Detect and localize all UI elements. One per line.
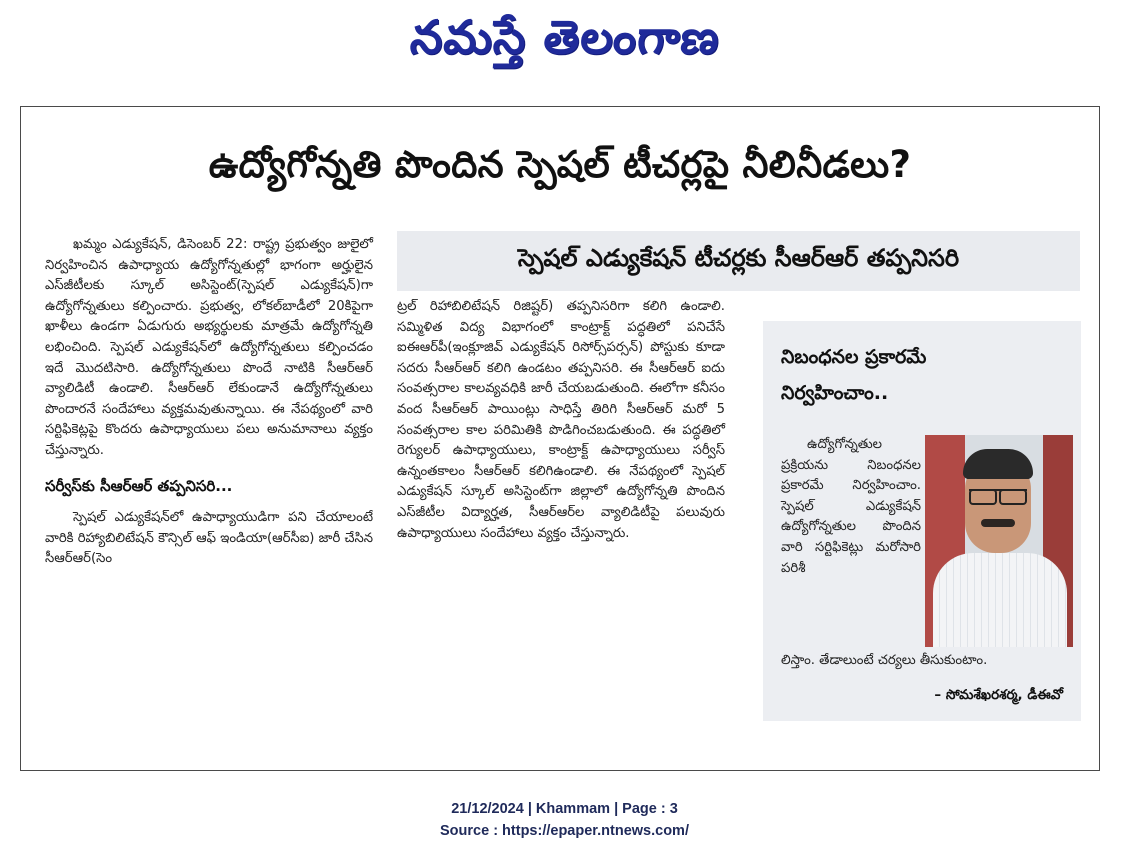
- paragraph-2-continued: ట్రల్ రిహాబిలిటేషన్ రిజిష్టర్) తప్పనిసరిగా కలిగి ఉండాలి. సమ్మిళిత విద్య విభాగంలో కాంట్రాక్ట్ పద్ధతిలో పనిచేసే ఐఈఆర్‌పీ(ఇంక్లూజివ్ ఎడ్యుకేషన్ రిసోర్స్‌పర్సన్) పోస్టుకు కూడా సదరు సీఆర్ఆర్ కలిగి ఉండటం తప్పనిసరి. ఈ సీఆర్ఆర్ ఐదు సంవత్సరాల కాలవ్యవధికి జారీ చేయబడుతుంది. ఈలోగా కనీసం వంద సీఆర్ఆర్ పాయింట్లు సాధిస్తే తిరిగి సీఆర్ఆర్ మరో 5 సంవత్సరాల కాల పరిమితికి పొడిగించబడుతుంది. ఈ పద్ధతిలో రెగ్యులర్ ఉపాధ్యాయులు, కాంట్రాక్ట్ ఉపాధ్యాయులు సర్వీస్ ఉన్నంతకాలం సీఆర్ఆర్ కలిగిఉండాలి. ఈ నేపథ్యంలో స్పెషల్ ఎడ్యుకేషన్ స్కూల్ అసిస్టెంట్‌గా జిల్లాలో ఉద్యోగోన్నతి పొందిన ఎస్‌జీటీల విద్యార్హత, సీఆర్ఆర్‌ల వ్యాలిడిటీపై పలువురు ఉపాధ్యాయులు సందేహాలు వ్యక్తం చేస్తున్నారు.: [397, 299, 725, 541]
- footer-edition-info: 21/12/2024 | Khammam | Page : 3: [451, 801, 678, 817]
- sidebar-title-line-2: నిర్వహించాం..: [781, 382, 889, 404]
- paragraph-2-start: స్పెషల్ ఎడ్యుకేషన్‌లో ఉపాధ్యాయుడిగా పని చేయాలంటే వారికి రిహ్యాబిలిటేషన్ కౌన్సిల్ ఆఫ్ ఇండియా(ఆర్‌సీఐ) జారీ చేసిన సీఆర్ఆర్(సెం: [45, 510, 373, 567]
- article-column-1: [45, 235, 373, 570]
- sidebar-body: [781, 435, 921, 579]
- footer-source: Source : https://epaper.ntnews.com/: [440, 823, 689, 839]
- paragraph-1-text: రాష్ట్ర ప్రభుత్వం జులైలో నిర్వహించిన ఉపాధ్యాయ ఉద్యోగోన్నతుల్లో భాగంగా అర్హులైన ఎస్‌జీటీలకు స్కూల్ అసిస్టెంట్(స్పెషల్ ఎడ్యుకేషన్)గా ఉద్యోగోన్నతులు కల్పించారు. ప్రభుత్వ, లోకల్‌బాడీలో 20కిపైగా ఖాళీలు ఉండగా ఏడుగురు అభ్యర్థులకు మాత్రమే ఉద్యోగోన్నతి లభించింది. స్పెషల్ ఎడ్యుకేషన్‌లో ఉద్యోగోన్నతులు కల్పించడం ఇదే మొదటిసారి. ఉద్యోగోన్నతులు పొందే నాటికి సీఆర్ఆర్ వ్యాలిడిటీ ఉండాలి. సీఆర్ఆర్ లేకుండానే ఉద్యోగోన్నతులు పొందారనే సందేహాలు వ్యక్తమవుతున్నాయి. ఈ నేపథ్యంలో వారి సర్టిఫికెట్లపై కొందరు ఉపాధ్యాయులు పలు అనుమానాలు వ్యక్తం చేస్తున్నారు.: [45, 237, 373, 458]
- subheadline-band: [397, 231, 1080, 291]
- newspaper-logo: నమస్తే తెలంగాణ: [408, 10, 722, 64]
- article-frame: [20, 106, 1100, 771]
- quote-sidebar: [763, 321, 1081, 721]
- official-portrait-photo: [925, 435, 1073, 647]
- article-headline: ఉద్యోగోన్నతి పొందిన స్పెషల్ టీచర్లపై నీలినీడలు?: [208, 143, 912, 186]
- sidebar-title: [781, 339, 1071, 411]
- sidebar-quote-text: ఉద్యోగోన్నతుల ప్రక్రియను నిబంధనల ప్రకారమే నిర్వహించాం. స్పెషల్ ఎడ్యుకేషన్ ఉద్యోగోన్నతుల పొందిన వారి సర్టిఫికెట్లు మరోసారి పరిశీ: [781, 437, 921, 576]
- sidebar-title-line-1: నిబంధనల ప్రకారమే: [781, 346, 927, 368]
- dateline: ఖమ్మం ఎడ్యుకేషన్, డిసెంబర్ 22:: [73, 237, 248, 252]
- page-footer: [0, 798, 1129, 842]
- article-column-2: [397, 297, 725, 544]
- article-paragraph: [45, 235, 373, 462]
- sidebar-quote-tail: లిస్తాం. తేడాలుంటే చర్యలు తీసుకుంటాం.: [781, 653, 988, 668]
- sidebar-signature: – సోమశేఖరశర్మ, డీఈవో: [934, 687, 1063, 703]
- article-subheadline: స్పెషల్ ఎడ్యుకేషన్ టీచర్లకు సీఆర్ఆర్ తప్పనిసరి: [517, 244, 960, 272]
- masthead: [0, 8, 1129, 78]
- crosshead: సర్వీస్‌కు సీఆర్ఆర్ తప్పనిసరి...: [45, 476, 233, 495]
